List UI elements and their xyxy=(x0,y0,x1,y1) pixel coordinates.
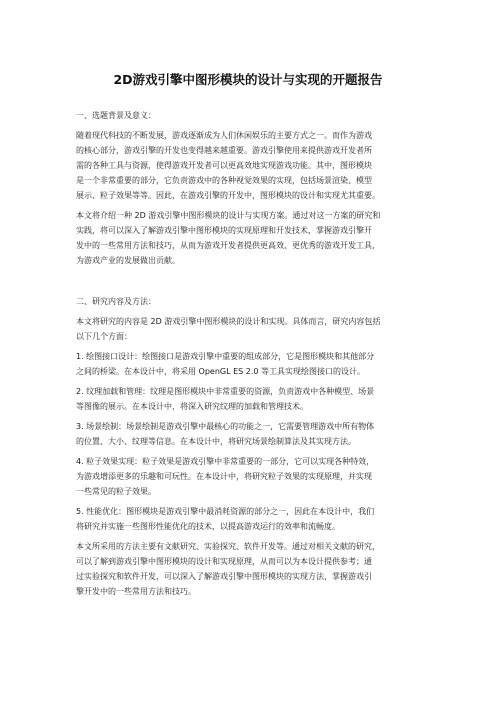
paragraph-line: 展示、粒子效果等等。因此，在游戏引擎的开发中，图形模块的设计和实现尤其重要。 xyxy=(76,191,380,200)
paragraph-line: 实践，将可以深入了解游戏引擎中图形模块的实现原理和开发技术，掌握游戏引擎开 xyxy=(76,226,372,235)
list-item-line: 的位置、大小、纹理等信息。在本设计中，将研究场景绘制算法及其实现方法。 xyxy=(76,437,356,446)
list-item-line: 将研究并实施一些图形性能优化的技术，以提高游戏运行的效率和流畅度。 xyxy=(76,522,340,531)
list-item-line: 为游戏增添更多的乐趣和可玩性。在本设计中，将研究粒子效果的实现原理，并实现 xyxy=(76,472,372,481)
paragraph-line: 是一个非常重要的部分，它负责游戏中的各种视觉效果的实现，包括场景渲染、模型 xyxy=(76,176,372,185)
paragraph-line: 需的各种工具与资源，使得游戏开发者可以更高效地实现游戏功能。其中，图形模块 xyxy=(76,161,372,170)
paragraph-line: 本文所采用的方法主要有文献研究、实验探究、软件开发等。通过对相关文献的研究， xyxy=(76,542,380,551)
list-item-line: 2. 纹理加载和管理：纹理是图形模块中非常重要的资源，负责游戏中各种模型、场景 xyxy=(76,387,375,396)
document-title: 2D游戏引擎中图形模块的设计与实现的开题报告 xyxy=(113,72,383,87)
list-item-line: 之间的桥梁。在本设计中，将采用 OpenGL ES 2.0 等工具实现绘图接口的设计。 xyxy=(76,367,366,376)
list-item-line: 3. 场景绘制：场景绘制是游戏引擎中最核心的功能之一，它需要管理游戏中所有物体 xyxy=(76,422,375,431)
paragraph-line: 过实验探究和软件开发，可以深入了解游戏引擎中图形模块的实现方法，掌握游戏引 xyxy=(76,572,372,581)
paragraph-line: 随着现代科技的不断发展，游戏逐渐成为人们休闲娱乐的主要方式之一。而作为游戏 xyxy=(76,131,372,140)
paragraph-line: 发中的一些常用方法和技巧，从而为游戏开发者提供更高效、更优秀的游戏开发工具， xyxy=(76,241,380,250)
list-item-line: 一些常见的粒子效果。 xyxy=(76,487,156,496)
section-2 xyxy=(76,294,436,599)
paragraph-line: 为游戏产业的发展做出贡献。 xyxy=(76,256,180,265)
section-1-heading: 一、选题背景及意义： xyxy=(76,111,156,120)
list-item-line: 1. 绘图接口设计：绘图接口是游戏引擎中重要的组成部分，它是图形模块和其他部分 xyxy=(76,352,375,361)
paragraph-line: 可以了解到游戏引擎中图形模块的设计和实现原理，从而可以为本设计提供参考；通 xyxy=(76,557,372,566)
section-1 xyxy=(76,108,436,268)
list-item-line: 4. 粒子效果实现：粒子效果是游戏引擎中非常重要的一部分，它可以实现各种特效， xyxy=(76,457,375,466)
paragraph-line: 本文将研究的内容是 2D 游戏引擎中图形模块的设计和实现。具体而言，研究内容包括 xyxy=(76,317,381,326)
paragraph-line: 擎开发中的一些常用方法和技巧。 xyxy=(76,587,196,596)
list-item-line: 5. 性能优化：图形模块是游戏引擎中最消耗资源的部分之一，因此在本设计中，我们 xyxy=(76,507,375,516)
paragraph-line: 本文将介绍一种 2D 游戏引擎中图形模块的设计与实现方案。通过对这一方案的研究和 xyxy=(76,211,381,220)
paragraph-line: 以下几个方面： xyxy=(76,332,132,341)
section-2-heading: 二、研究内容及方法： xyxy=(76,297,156,306)
list-item-line: 等图像的展示。在本设计中，将深入研究纹理的加载和管理技术。 xyxy=(76,402,308,411)
paragraph-line: 的核心部分，游戏引擎的开发也变得越来越重要。游戏引擎使用来提供游戏开发者所 xyxy=(76,146,372,155)
